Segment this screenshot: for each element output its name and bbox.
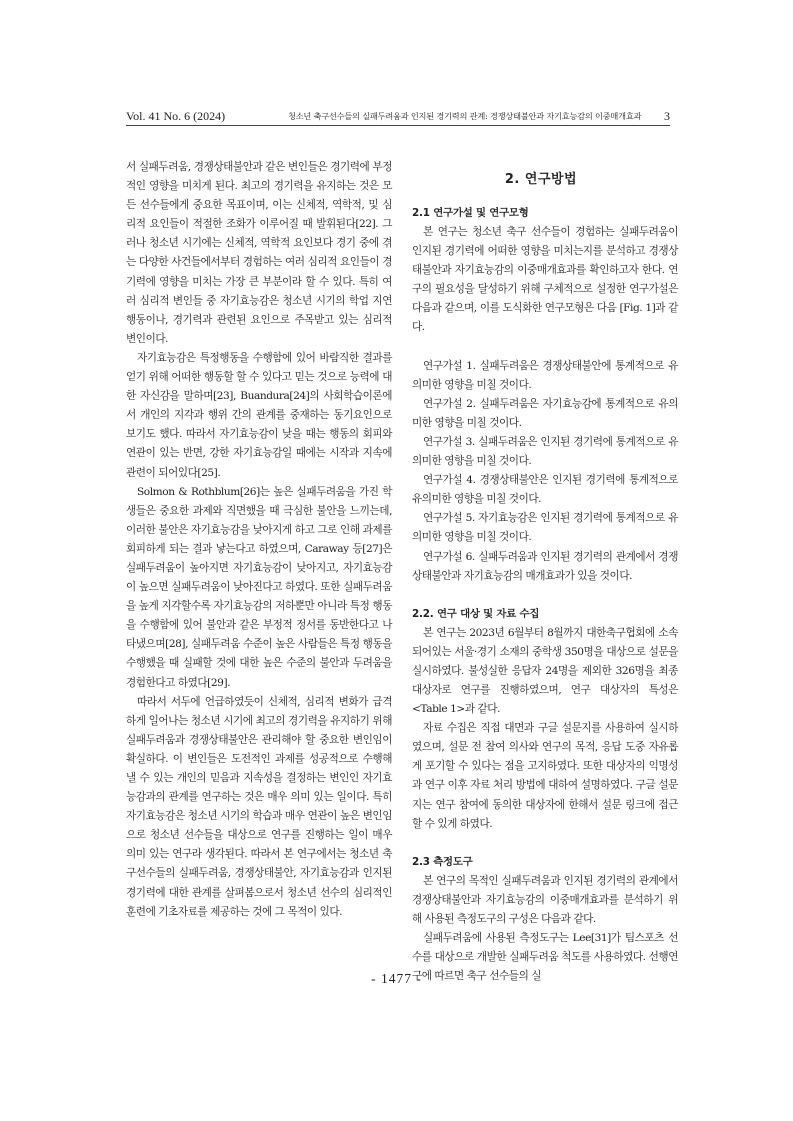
header-page-number: 3 xyxy=(664,109,670,123)
hypothesis: 연구가설 4. 경쟁상태불안은 인지된 경기력에 통계적으로 유의미한 영향을 미칠 것이다. xyxy=(412,474,678,506)
subsection-heading: 2.3 측정도구 xyxy=(412,855,473,868)
body-paragraph: 자료 수집은 직접 대면과 구글 설문지를 사용하여 실시하였으며, 설문 전 참여 의사와 연구의 목적, 응답 도중 자유롭게 포기할 수 있다는 점을 고지하였다. 또한 대상자의 익명성과 연구 이후 자료 처리 방법에 대하여 설명하였다. 구글 설문지는 연구 참여에 동의한 대상자에 한해서 설문 링크에 접근할 수 있게 하였다. xyxy=(412,722,678,830)
body-paragraph: Solmon & Rothblum[26]는 높은 실패두려움을 가진 학생들은 중요한 과제와 직면했을 때 극심한 불안을 느끼는데, 이러한 불안은 자기효능감을 낮아지게 하고 그로 인해 과제를 회피하게 되는 결과 낳는다고 하였으며, Caraway 등[27]은 실패두려움이 높아지면 자기효능감이 낮아지고, 자기효능감이 높으면 실패두려움이 낮아진다고 하였다. 또한 실패두려움을 높게 지각할수록 자기효능감의 저하뿐만 아니라 특정 행동을 수행함에 있어 불안과 같은 부정적 정서를 동반한다고 나타냈으며[28], 실패두려움 수준이 높은 사람들은 특정 행동을 수행했을 때 실패할 것에 대한 높은 수준의 불안과 두려움을 경험한다고 하였다[29]. xyxy=(126,485,392,689)
body-paragraph: 본 연구의 목적인 실패두려움과 인지된 경기력의 관계에서 경쟁상태불안과 자기효능감의 이중매개효과를 분석하기 위해 사용된 측정도구의 구성은 다음과 같다. xyxy=(412,874,678,925)
hypothesis: 연구가설 6. 실패두려움과 인지된 경기력의 관계에서 경쟁상태불안과 자기효능감의 매개효과가 있을 것이다. xyxy=(412,550,678,582)
body-paragraph: 본 연구는 2023년 6월부터 8월까지 대한축구협회에 소속되어있는 서울·경기 소재의 중학생 350명을 대상으로 설문을 실시하였다. 불성실한 응답자 24명을 제외한 326명을 최종 대상자로 연구를 진행하였으며, 연구 대상자의 특성은 <Table 1>과 같다. xyxy=(412,626,678,716)
hypothesis: 연구가설 2. 실패두려움은 자기효능감에 통계적으로 유의미한 영향을 미칠 것이다. xyxy=(412,397,678,429)
body-paragraph: 본 연구는 청소년 축구 선수들이 경험하는 실패두려움이 인지된 경기력에 어떠한 영향을 미치는지를 분석하고 경쟁상태불안과 자기효능감의 이중매개효과를 확인하고자 한다. 연구의 필요성을 달성하기 위해 구체적으로 설정한 연구가설은 다음과 같으며, 이를 도식화한 연구모형은 다음 [Fig. 1]과 같다. xyxy=(412,226,678,334)
right-column xyxy=(412,204,678,986)
section-title: 2. 연구방법 xyxy=(504,172,578,187)
left-column xyxy=(126,158,392,922)
running-title: 청소년 축구선수들의 실패두려움과 인지된 경기력의 관계: 경쟁상태불안과 자기효능감의 이중매개효과 xyxy=(288,111,642,121)
hypothesis: 연구가설 1. 실패두려움은 경쟁상태불안에 통계적으로 유의미한 영향을 미칠 것이다. xyxy=(412,359,678,391)
hypothesis: 연구가설 5. 자기효능감은 인지된 경기력에 통계적으로 유의미한 영향을 미칠 것이다. xyxy=(412,512,678,544)
footer-page-number: - 1477 - xyxy=(371,971,422,986)
running-header xyxy=(126,106,670,126)
body-paragraph: 실패두려움에 사용된 측정도구는 Lee[31]가 팀스포츠 선수를 대상으로 개발한 실패두려움 척도를 사용하였다. 선행연구에 따르면 축구 선수들의 실 xyxy=(412,932,678,983)
body-paragraph: 따라서 서두에 언급하였듯이 신체적, 심리적 변화가 급격하게 일어나는 청소년 시기에 최고의 경기력을 유지하기 위해 실패두려움과 경쟁상태불안은 관리해야 할 중요한 변인임이 확실하다. 이 변인들은 도전적인 과제를 성공적으로 수행해 낼 수 있는 개인의 믿음과 지속성을 결정하는 변인인 자기효능감과의 관계를 연구하는 것은 매우 의미 있는 일이다. 특히 자기효능감은 청소년 시기의 학습과 매우 연관이 높은 변인임으로 청소년 선수들을 대상으로 연구를 진행하는 일이 매우 의미 있는 연구라 생각된다. 따라서 본 연구에서는 청소년 축구선수들의 실패두려움, 경쟁상태불안, 자기효능감과 인지된 경기력에 대한 관계를 살펴봄으로서 청소년 선수의 심리적인 훈련에 기초자료를 제공하는 것에 그 목적이 있다. xyxy=(126,695,392,918)
hypothesis: 연구가설 3. 실패두려움은 인지된 경기력에 통계적으로 유의미한 영향을 미칠 것이다. xyxy=(412,435,678,468)
subsection-heading: 2.1 연구가설 및 연구모형 xyxy=(412,207,529,219)
body-paragraph: 자기효능감은 특정행동을 수행함에 있어 바람직한 결과를 얻기 위해 어떠한 행동할 할 수 있다고 믿는 것으로 능력에 대한 자신감을 말하며[23], Buandura[24]의 사회학습이론에서 개인의 지각과 행위 간의 관계를 중재하는 동기요인으로 보기도 했다. 따라서 자기효능감이 낮을 때는 행동의 회피와 연관이 있는 반면, 강한 자기효능감일 때에는 시작과 지속에 관련이 되어있다[25]. xyxy=(126,351,392,479)
body-paragraph: 서 실패두려움, 경쟁상태불안과 같은 변인들은 경기력에 부정적인 영향을 미치게 된다. 최고의 경기력을 유지하는 것은 모든 선수들에게 중요한 목표이며, 이는 신체적, 역학적, 및 심리적 요인들이 적절한 조화가 이루어질 때 발휘된다[22]. 그러나 청소년 시기에는 신체적, 역학적 요인보다 경기 중에 겪는 다양한 사건들에서부터 경험하는 여러 심리적 요인들이 경기력에 영향을 미치는 가장 큰 부분이라 할 수 있다. 특히 여러 심리적 변인들 중 자기효능감은 청소년 시기의 학업 지연 행동이나, 경기력과 관련된 요인으로 주목받고 있는 심리적 변인이다. xyxy=(126,161,392,345)
subsection-heading: 2.2. 연구 대상 및 자료 수집 xyxy=(412,607,540,620)
journal-volume: Vol. 41 No. 6 (2024) xyxy=(126,109,226,123)
